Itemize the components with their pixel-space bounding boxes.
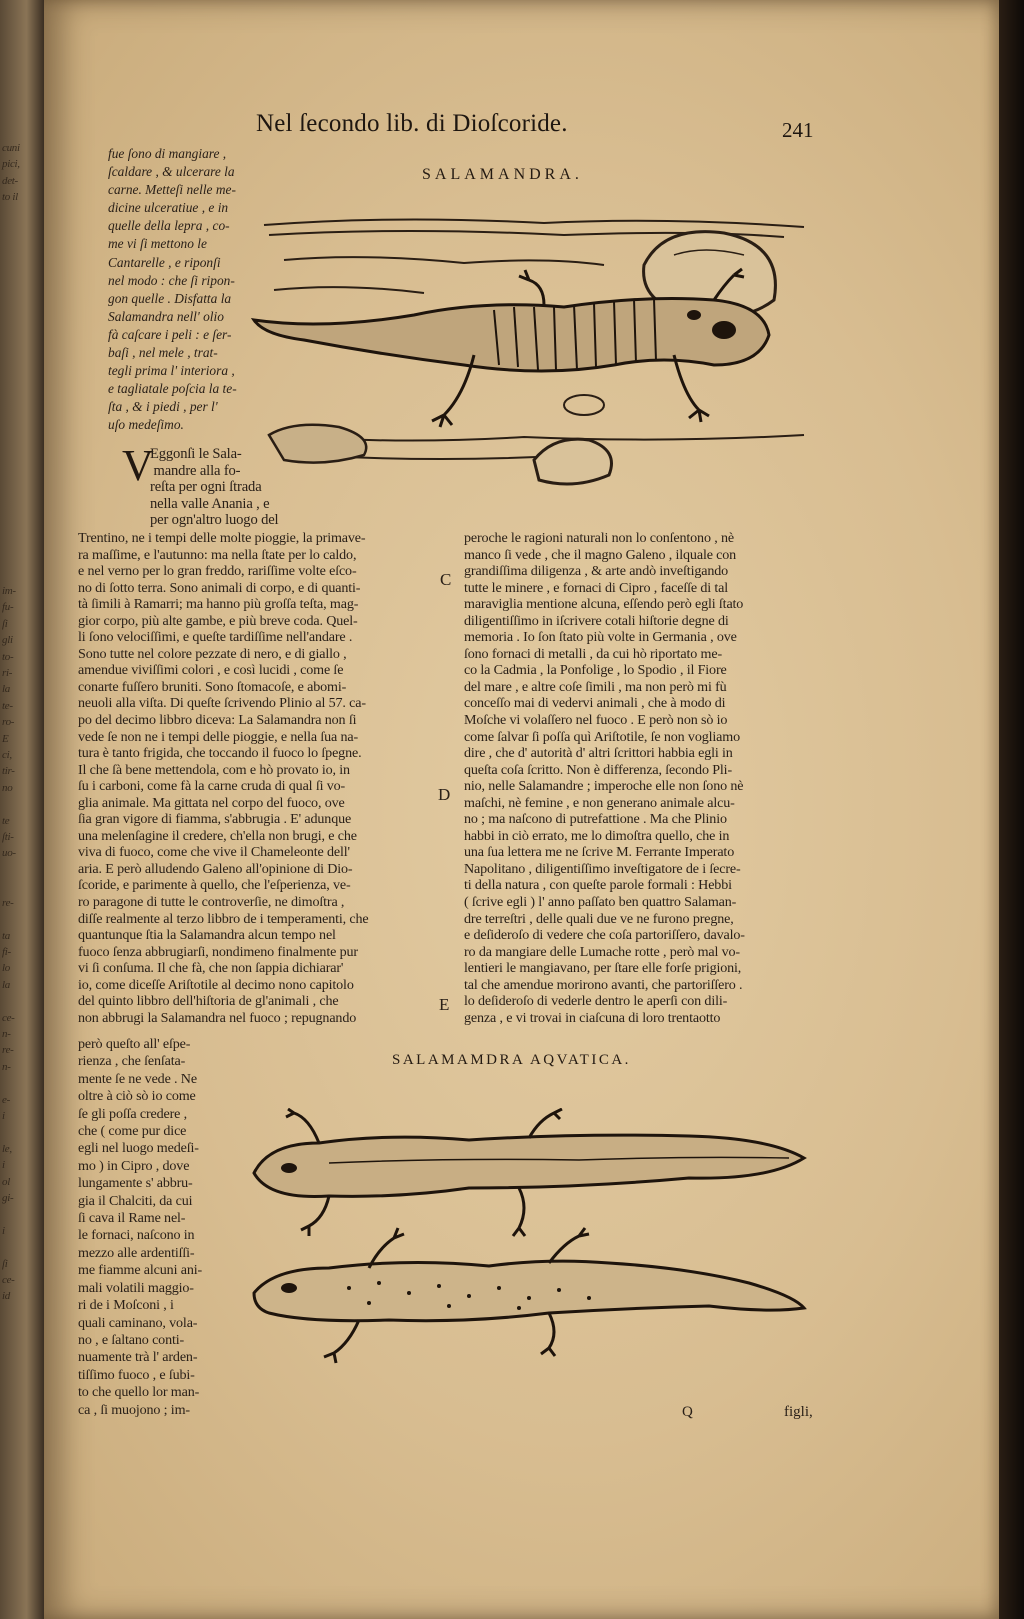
opening-lines: Eggonſi le Sala- mandre alla fo- reſta per ogni ſtrada nella valle Anania , e per ogn'altro luogo del: [150, 446, 279, 529]
left-lower-column: però queſto all' eſpe- rienza , che ſenſata- mente ſe ne vede . Ne oltre à ciò sò io come ſe gli poſſa credere , che ( come pur dice egli nel luogo medeſi- mo ) in Cipro , dove lungamente s' abbru- gia il Chalciti, da cui ſi cava il Rame nel- le fornaci, naſcono in mezzo alle ardentiſſi- me fiamme alcuni ani- mali volatili maggio- ri de i Moſconi , i quali caminano, vola- no , e ſaltano conti- nuamente trà l' arden- tiſſimo fuoco , e ſubi- to che quello lor man- ca , ſi muojono ; im-: [78, 1036, 203, 1418]
book-edge-right: [999, 0, 1024, 1619]
drop-capital: V: [122, 441, 154, 490]
margin-letter-e: E: [439, 995, 450, 1014]
margin-letter-d: D: [438, 785, 451, 804]
right-column: peroche le ragioni naturali non lo conſentono , nè manco ſi vede , che il magno Galeno , ilquale con grandiſſima diligenza , & arte andò inveſtigando tutte le minere , e fornaci di Cipro , faceſſe di tal maraviglia mentione alcuna, eſſendo però egli ſtato diligentiſſimo in iſcrivere cotali hiſtorie degne di memoria . Io ſon ſtato più volte in Germania , ove ſono fornaci di metalli , da cui hò riportato me- co la Cadmia , la Ponfolige , lo Spodio , il Fiore del mare , e altre coſe ſimili , ma non però mi fù conceſſo mai di vedervi animali , che à modo di Moſche vi volaſſero nel fuoco . E però non sò io come ſalvar ſi poſſa quì Ariſtotile, ſe non vogliamo dire , che d' autorità d' altri ſcrittori habbia egli in queſta coſa ſcritto. Non è differenza, ſecondo Pli- nio, nelle Salamandre ; imperoche elle non ſono nè maſchi, nè femine , e non generano animale alcu- no ; ma naſcono di putrefattione . Ma che Plinio habbi in ciò errato, me lo dimoſtra quello, che in una ſua lettera me ne ſcrive M. Ferrante Imperato Napolitano , diligentiſſimo inveſtigatore de i ſecre- ti della natura , con queſte parole formali : Hebbi ( ſcrive egli ) l' anno paſſato ben quattro Salaman- dre terreſtri , delle quali due ve ne furono pregne, e deſideroſo di vedere che coſa partoriſſero, davalo- ro da mangiare delle Lumache rotte , però mal vo- lentieri le mangiavano, per ſtare elle forſe prigioni, tal che amendue morirono avanti, che partoriſſero . lo deſideroſo di vederle dentro le aperſi con dili- genza , e vi trovai in ciaſcuna di loro trentaotto: [464, 530, 745, 1026]
salamandra-aquatica-woodcut: [249, 1108, 809, 1368]
margin-letter-c: C: [440, 570, 452, 589]
salamandra-aquatica-title: SALAMAMDRA AQVATICA.: [392, 1052, 631, 1068]
salamandra-woodcut: [244, 205, 809, 525]
previous-page-fragments: cuni pici, det- to il im- fu- ſi gli to- ri- la te- ro- E ci, tir- no te ſti- uo- re- ta fi- lo la ce- n- re- n- e- i le, i ol gi- i ſi ce- id: [2, 142, 20, 1303]
previous-page-edge: [0, 0, 44, 1619]
italic-text-column: fue ſono di mangiare , ſcaldare , & ulcerare la carne. Metteſi nelle me- dicine ulceratiue , e in quelle della lepra , co- me vi ſi mettono le Cantarelle , e riponſi nel modo : che ſi ripon- gon quelle . Disfatta la Salamandra nell' olio fà caſcare i peli : e ſer- baſi , nel mele , trat- tegli prima l' interiora , e tagliatale poſcia la te- ſta , & i piedi , per l' uſo medeſimo.: [108, 146, 237, 433]
signature-mark: Q: [682, 1404, 693, 1420]
book-page: [44, 0, 999, 1619]
catchword: figli,: [784, 1404, 813, 1420]
running-head: Nel ſecondo lib. di Dioſcoride.: [256, 110, 568, 137]
left-main-column: Trentino, ne i tempi delle molte pioggie, la primave- ra maſſime, e l'autunno: ma nella ſtate per lo caldo, e nel verno per lo gran freddo, rariſſime volte eſco- no di ſotto terra. Sono animali di corpo, e di quanti- tà ſimili à Ramarri; ma hanno più groſſa teſta, mag- gior corpo, più alte gambe, e più breve coda. Quel- li ſono velociſſimi, e queſte tardiſſime nell'andare . Sono tutte nel colore pezzate di nero, e di giallo , amendue viviſſimi colori , e così lucidi , come ſe conarte fuſſero bruniti. Sono ſtomacoſe, e abomi- neuoli alla viſta. Di queſte ſcrivendo Plinio al 57. ca- po del decimo libbro diceva: La Salamandra non ſi vede ſe non ne i tempi delle pioggie, e nella ſua na- tura è tanto frigida, che toccando il fuoco lo ſpegne. Il che ſà bene mettendola, com e hò provato io, in ſu i carboni, come fà la carne cruda di qual ſi vo- glia animale. Ma gittata nel corpo del fuoco, ove ſia gran vigore di fiamma, s'abbrugia . E' adunque una melenſagine il credere, ch'ella non brugi, e che viva di fuoco, come che vive il Chameleonte dell' aria. E però alludendo Galeno all'opinione di Dio- ſcoride, e parimente à quello, che l'eſperienza, ve- ro paragone di tutte le controverſie, ne dimoſtra , diſſe realmente al terzo libbro de i temperamenti, che quantunque ſtia la Salamandra alcun tempo nel fuoco ſenza abbrugiarſi, nondimeno finalmente pur vi ſi conſuma. Il che fà, che non ſappia dichiarar' io, come diceſſe Ariſtotile al decimo nono capitolo del quinto libbro dell'hiſtoria de gl'animali , che non abbrugi la Salamandra nel fuoco ; repugnando: [78, 530, 369, 1026]
salamandra-title: SALAMANDRA.: [422, 166, 583, 183]
page-number: 241: [782, 118, 814, 142]
